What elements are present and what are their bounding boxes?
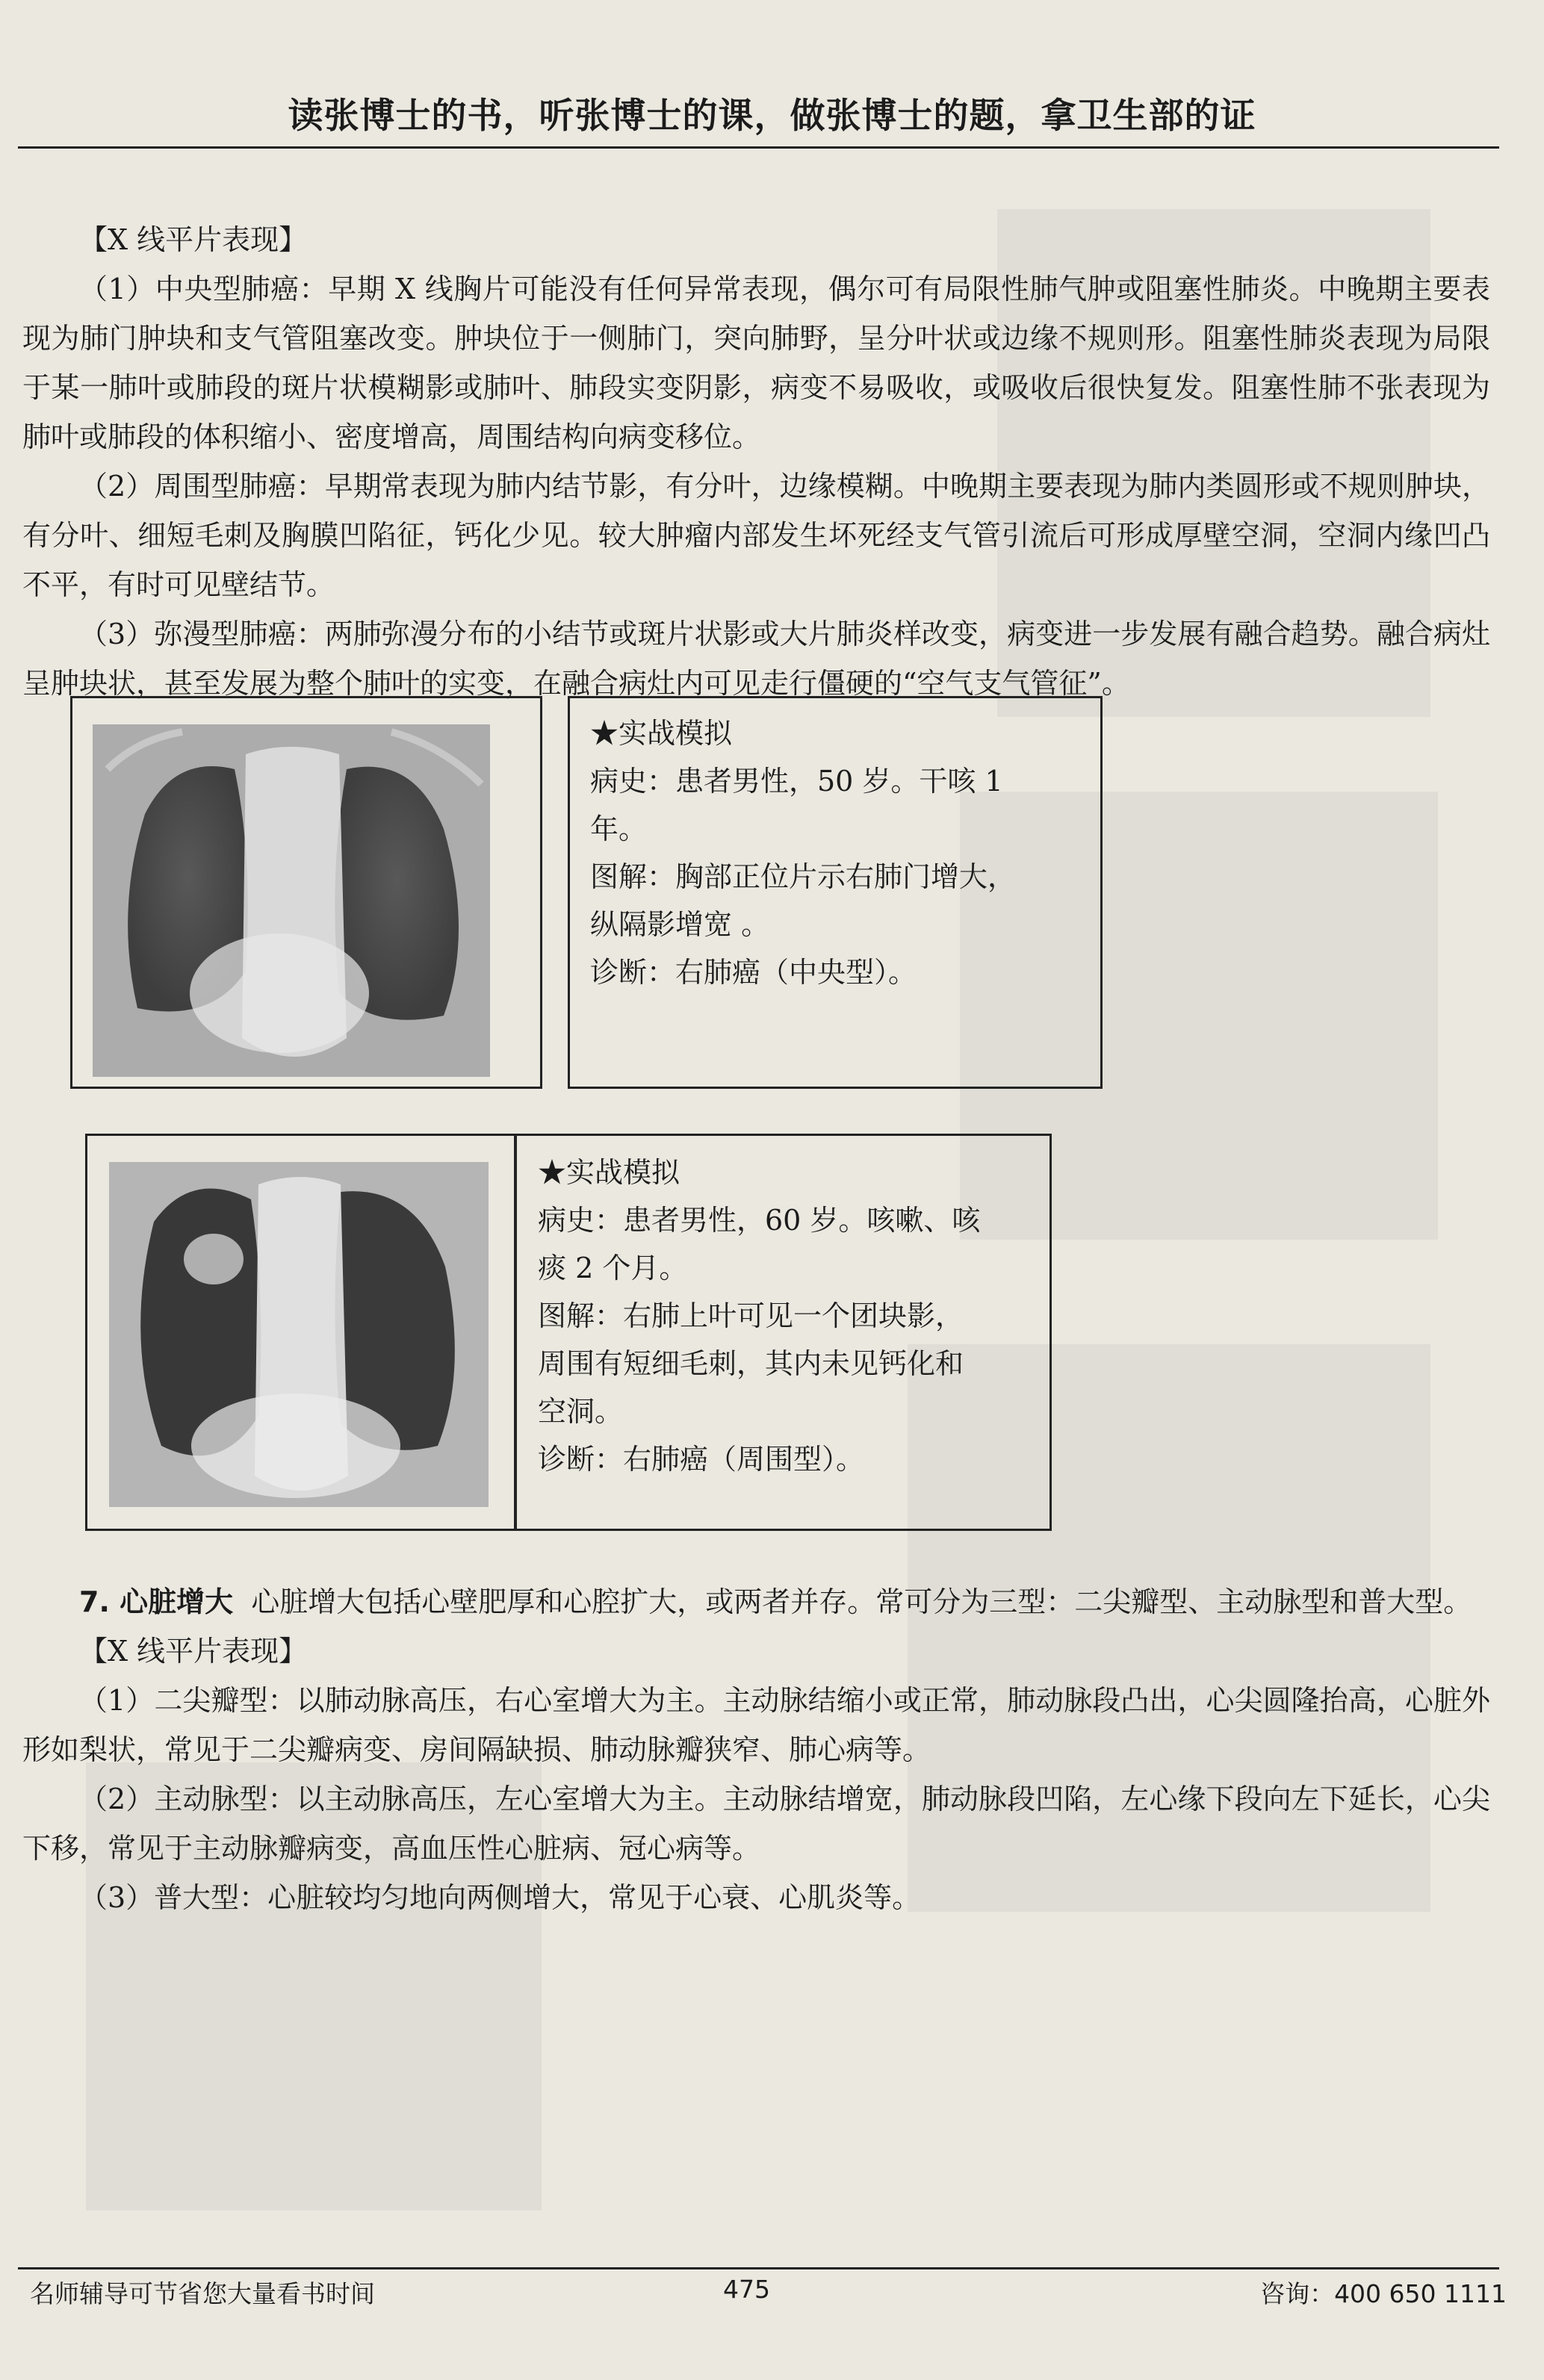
case2-line3: 图解：右肺上叶可见一个团块影， [538,1299,964,1332]
chest-xray-image-1 [93,724,490,1077]
case-text-1 [590,709,1083,996]
heart-intro: 心脏增大包括心壁肥厚和心腔扩大，或两者并存。常可分为三型：二尖瓣型、主动脉型和普大型。 [251,1585,1472,1618]
case2-line6: 诊断：右肺癌（周围型）。 [538,1443,865,1476]
case1-line3: 图解：胸部正位片示右肺门增大， [590,860,1017,893]
xray-heading-2: 【X 线平片表现】 [79,1635,308,1668]
header-title: 读张博士的书，听张博士的课，做张博士的题，拿卫生部的证 [288,96,1256,137]
paragraph-peripheral: （2）周围型肺癌：早期常表现为肺内结节影，有分叶，边缘模糊。中晚期主要表现为肺内类圆形或不规则肿块，有分叶、细短毛刺及胸膜凹陷征，钙化少见。较大肿瘤内部发生坏死经支气管引流后可形成厚壁空洞，空洞内缘凹凸不平，有时可见壁结节。 [22,470,1490,601]
case2-title: ★实战模拟 [538,1156,680,1189]
footer-rule [18,2267,1499,2269]
footer-right: 咨询：400 650 1111 [1260,2279,1507,2308]
case1-title: ★实战模拟 [590,717,733,750]
footer-left: 名师辅导可节省您大量看书时间 [30,2279,375,2308]
case2-line4: 周围有短细毛刺，其内未见钙化和 [538,1347,964,1380]
case2-line2: 痰 2 个月。 [538,1252,688,1284]
case2-line1: 病史：患者男性，60 岁。咳嗽、咳 [538,1204,981,1237]
chest-xray-image-2 [109,1162,489,1507]
case2-line5: 空洞。 [538,1395,624,1428]
page-number: 475 [723,2275,770,2304]
paragraph-diffuse: （3）弥漫型肺癌：两肺弥漫分布的小结节或斑片状影或大片肺炎样改变，病变进一步发展有融合趋势。融合病灶呈肿块状，甚至发展为整个肺叶的实变，在融合病灶内可见走行僵硬的“空气支气管征”。 [22,618,1490,700]
header-rule [18,146,1499,149]
heart-enlargement-text [22,1577,1490,1922]
heart-section-number: 7. 心脏增大 [79,1585,234,1618]
paragraph-general: （3）普大型：心脏较均匀地向两侧增大，常见于心衰、心肌炎等。 [79,1881,921,1914]
paragraph-mitral: （1）二尖瓣型：以肺动脉高压，右心室增大为主。主动脉结缩小或正常，肺动脉段凸出，心尖圆隆抬高，心脏外形如梨状，常见于二尖瓣病变、房间隔缺损、肺动脉瓣狭窄、肺心病等。 [22,1684,1490,1766]
case1-line4: 纵隔影增宽 。 [590,908,770,941]
heart-intro-paragraph [22,1577,1490,1626]
paragraph-aortic: （2）主动脉型：以主动脉高压，左心室增大为主。主动脉结增宽，肺动脉段凹陷，左心缘下段向左下延长，心尖下移，常见于主动脉瓣病变，高血压性心脏病、冠心病等。 [22,1783,1490,1865]
paragraph-central: （1）中央型肺癌：早期 X 线胸片可能没有任何异常表现，偶尔可有局限性肺气肿或阻塞性肺炎。中晚期主要表现为肺门肿块和支气管阻塞改变。肿块位于一侧肺门，突向肺野，呈分叶状或边缘不规则形。阻塞性肺炎表现为局限于某一肺叶或肺段的斑片状模糊影或肺叶、肺段实变阴影，病变不易吸收，或吸收后很快复发。阻塞性肺不张表现为肺叶或肺段的体积缩小、密度增高，周围结构向病变移位。 [22,273,1490,453]
lung-cancer-text [22,215,1490,708]
case1-line2: 年。 [590,813,648,845]
xray-heading-1: 【X 线平片表现】 [79,223,308,256]
case1-line1: 病史：患者男性，50 岁。干咳 1 [590,765,1003,798]
case1-line5: 诊断：右肺癌（中央型）。 [590,956,917,989]
case-text-2 [538,1149,1038,1483]
